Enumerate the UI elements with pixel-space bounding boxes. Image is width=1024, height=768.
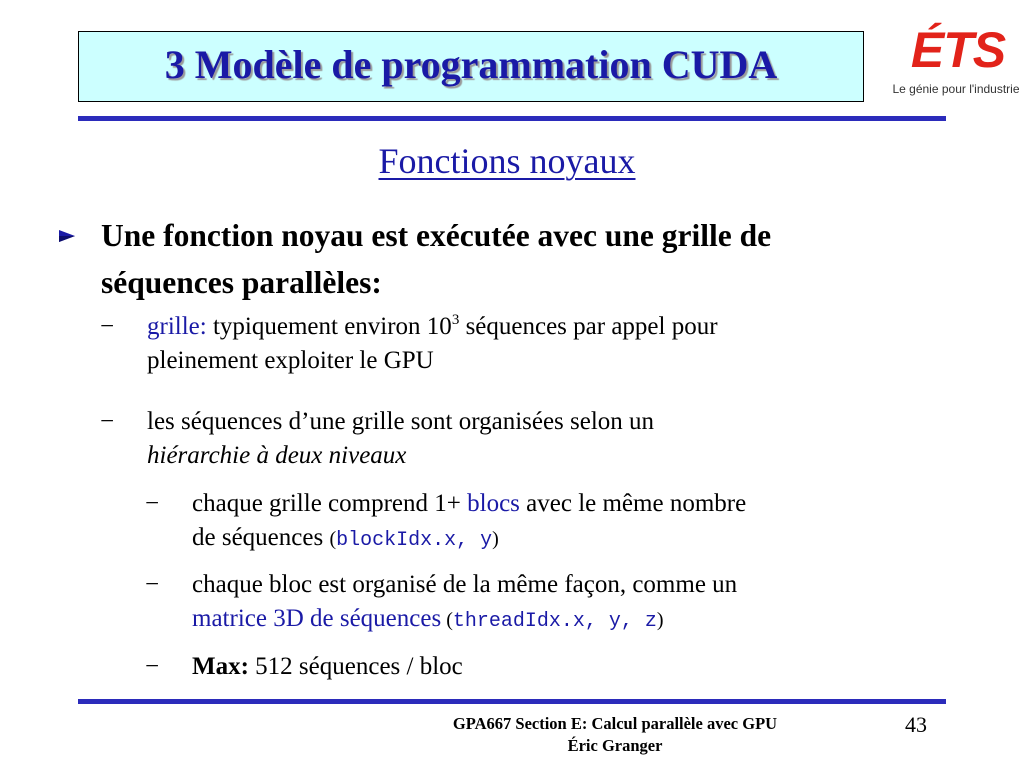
- dash-bullet: −: [145, 653, 160, 680]
- sub-bullet-grille-line1: [147, 310, 947, 344]
- blocs-text-b: avec le même nombre: [519, 490, 747, 517]
- dash-bullet: −: [145, 571, 160, 598]
- grille-exponent: 3: [451, 312, 460, 328]
- paren-open: (: [329, 528, 337, 550]
- slide-title: 3 Modèle de programmation CUDA: [164, 42, 778, 87]
- top-divider: [78, 116, 946, 121]
- paren-close: ): [492, 528, 499, 550]
- paren-open: (: [441, 609, 453, 631]
- main-bullet-line1: Une fonction noyau est exécutée avec une grille de: [101, 218, 772, 253]
- bottom-divider: [78, 699, 946, 704]
- dash-bullet: −: [100, 408, 115, 435]
- sub-bullet-grille-line2: pleinement exploiter le GPU: [147, 347, 434, 374]
- term-blocs: blocs: [467, 490, 520, 517]
- sub-bullet-hierarchy-line1: les séquences d’une grille sont organisées selon un: [147, 408, 655, 435]
- sub-bullet-hierarchy: [147, 405, 947, 473]
- code-threadidx: threadIdx.x, y, z: [452, 610, 657, 633]
- slide-subtitle: Fonctions noyaux: [378, 141, 636, 181]
- main-bullet-line2: séquences parallèles:: [101, 265, 382, 300]
- blocs-line1: [192, 487, 972, 521]
- sub-bullet-hierarchy-line2: hiérarchie à deux niveaux: [147, 442, 407, 469]
- slide-title-box: [78, 31, 864, 102]
- paren-close: ): [656, 609, 664, 631]
- footer-course: GPA667 Section E: Calcul parallèle avec GPU: [452, 714, 778, 733]
- dash-bullet: −: [145, 490, 160, 517]
- sub-sub-bullet-matrice: [192, 568, 972, 639]
- grille-text-a: typiquement environ 10: [206, 313, 452, 340]
- max-label: Max:: [192, 653, 249, 680]
- blocs-line2-text: de séquences: [192, 524, 330, 551]
- max-text: 512 séquences / bloc: [248, 653, 463, 680]
- blocs-line2: [192, 521, 972, 558]
- dash-bullet: −: [100, 313, 115, 340]
- sub-sub-bullet-max: [192, 650, 972, 684]
- logo-tagline: Le génie pour l'industrie: [892, 82, 1020, 96]
- blocs-text-a: chaque grille comprend 1+: [192, 490, 468, 517]
- term-matrice: matrice 3D de séquences: [192, 605, 442, 632]
- code-blockidx: blockIdx.x, y: [336, 529, 493, 552]
- footer: [380, 713, 850, 757]
- logo-wordmark: ÉTS: [910, 22, 1006, 78]
- page-number: 43: [905, 712, 927, 737]
- matrice-line2: [192, 602, 972, 639]
- sub-bullet-grille: [147, 310, 947, 378]
- sub-sub-bullet-blocs: [192, 487, 972, 558]
- term-grille: grille:: [147, 313, 207, 340]
- main-bullet: [101, 212, 971, 306]
- matrice-line1: chaque bloc est organisé de la même façon, comme un: [192, 571, 738, 598]
- triangle-bullet-icon: [57, 226, 77, 246]
- ets-logo: [890, 18, 1022, 104]
- footer-author: Éric Granger: [567, 736, 663, 755]
- grille-text-b: séquences par appel pour: [459, 313, 718, 340]
